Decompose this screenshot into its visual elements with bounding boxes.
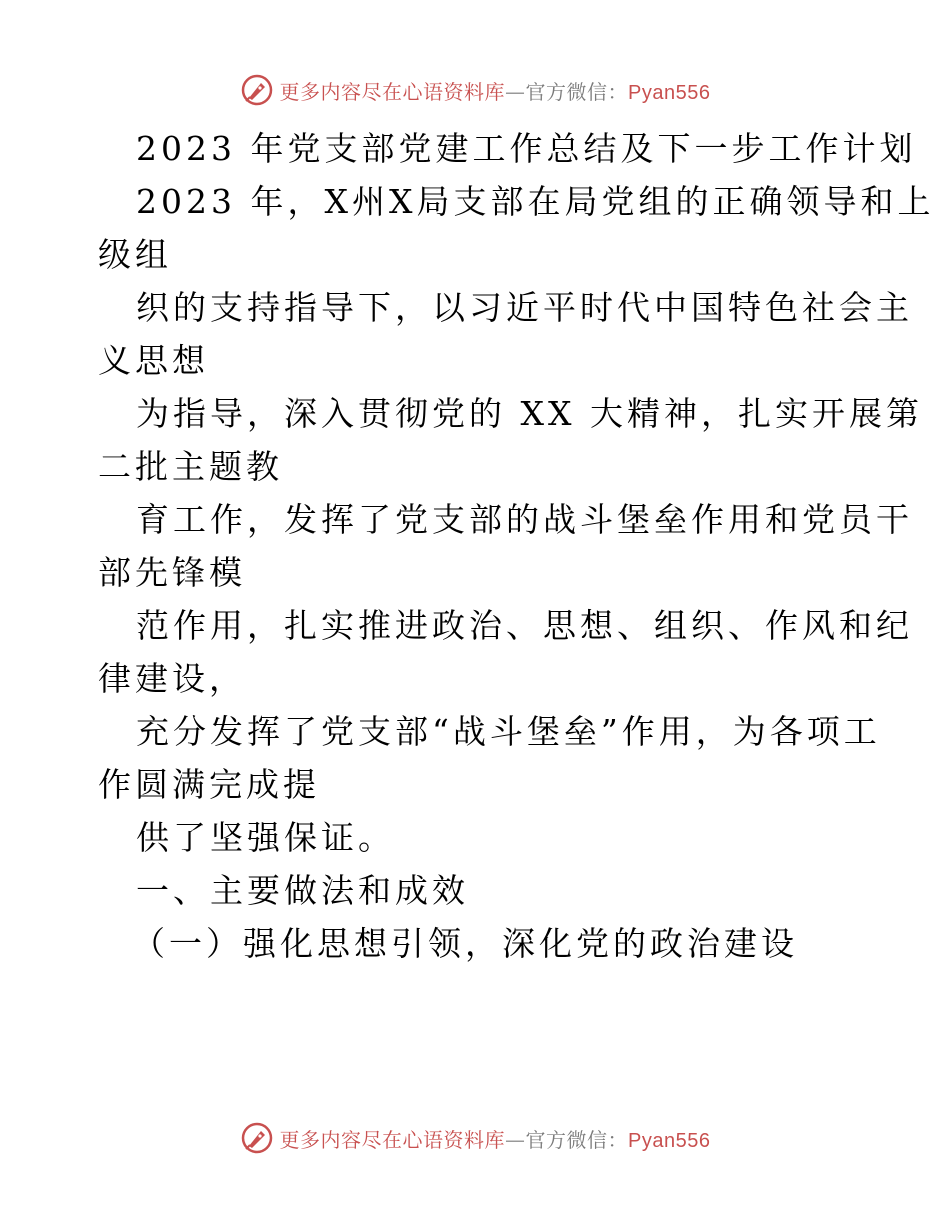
paragraph-line: 充分发挥了党支部“战斗堡垒”作用，为各项工 [136, 712, 881, 751]
subsection-heading: （一）强化思想引领，深化党的政治建设 [132, 924, 798, 963]
paragraph-line: 为指导，深入贯彻党的 XX 大精神，扎实开展第 [136, 394, 923, 433]
pen-nib-logo-icon [240, 1121, 274, 1155]
paragraph-line: 2023 年，X州X局支部在局党组的正确领导和上 [136, 182, 935, 221]
section-heading: 一、主要做法和成效 [136, 871, 469, 910]
paragraph-line: 育工作，发挥了党支部的战斗堡垒作用和党员干 [136, 500, 913, 539]
banner-text: 更多内容尽在心语资料库—官方微信：Pyan556 [279, 1127, 711, 1152]
document-body [98, 122, 935, 970]
document-title: 2023 年党支部党建工作总结及下一步工作计划 [136, 129, 917, 168]
pen-nib-logo-icon [240, 73, 274, 107]
header-banner [0, 70, 950, 110]
paragraph-line: 织的支持指导下，以习近平时代中国特色社会主 [136, 288, 913, 327]
paragraph-line: 部先锋模 [98, 553, 246, 592]
paragraph-line: 级组 [98, 235, 172, 274]
paragraph-line: 二批主题教 [98, 447, 283, 486]
banner-text: 更多内容尽在心语资料库—官方微信：Pyan556 [279, 79, 711, 104]
paragraph-line: 供了坚强保证。 [136, 818, 395, 857]
paragraph-line: 律建设， [98, 659, 246, 698]
footer-banner [0, 1118, 950, 1158]
paragraph-line: 范作用，扎实推进政治、思想、组织、作风和纪 [136, 606, 913, 645]
paragraph-line: 作圆满完成提 [98, 765, 320, 804]
paragraph-line: 义思想 [98, 341, 209, 380]
